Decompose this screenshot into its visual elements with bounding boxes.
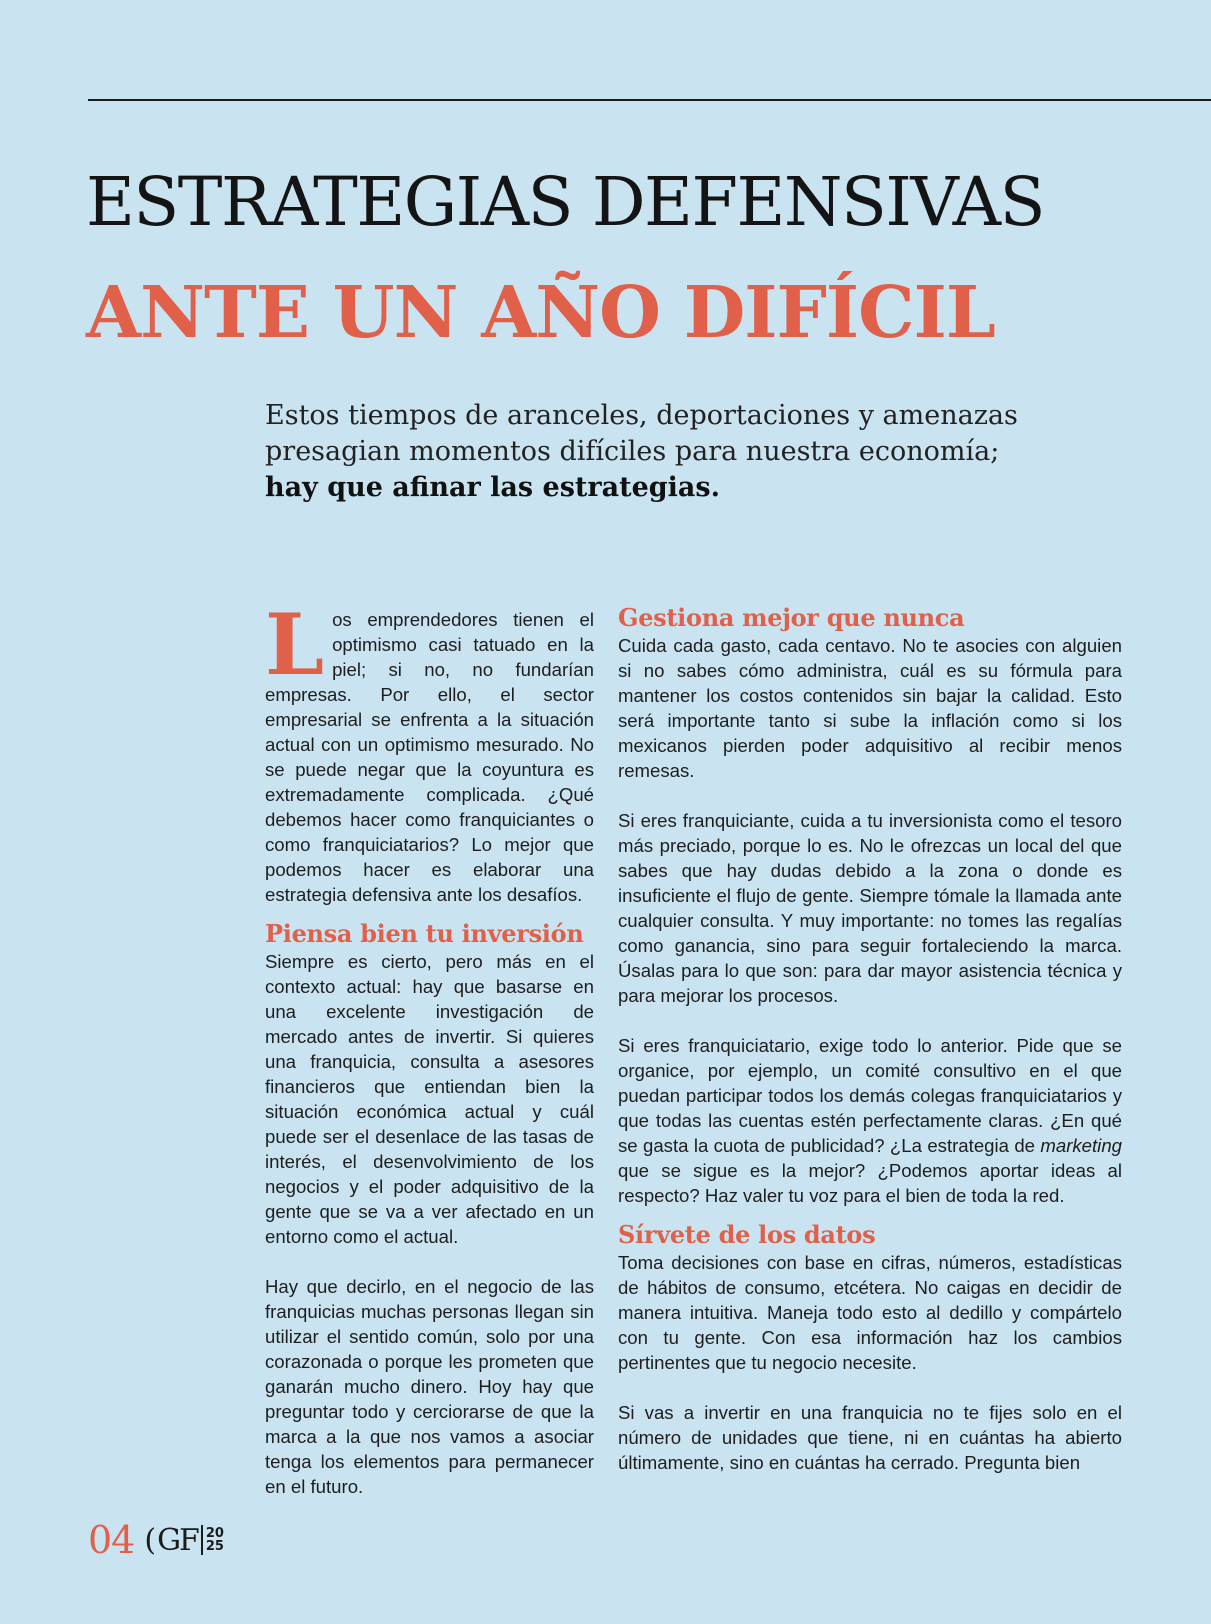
top-rule [88, 99, 1211, 101]
paragraph-invest: Siempre es cierto, pero más en el contexto actual: hay que basarse en una excelente investigación de mercado antes de invertir. Si quieres una franquicia, consulta a asesores financieros que entiendan bien la situación económica actual y cuál puede ser el desenlace de las tasas de interés, el desenvolvimiento de los negocios y el poder adquisitivo de la gente que se va a ver afectado en un entorno como el actual. [265, 951, 594, 1247]
headline-line-1: ESTRATEGIAS DEFENSIVAS [86, 163, 1044, 241]
logo-divider [201, 1525, 203, 1555]
logo-year-top: 20 [205, 1526, 224, 1541]
intro-text: Estos tiempos de aranceles, deportaciones y amenazas presagian momentos difíciles para nuestra economía; [265, 400, 1018, 467]
paragraph-closing: Si vas a invertir en una franquicia no te fijes solo en el número de unidades que tiene, ni en cuántas ha abierto últimamente, sino en cuántas ha cerrado. Pregunta bien [618, 1402, 1122, 1473]
drop-cap: L [265, 595, 325, 694]
intro-deck [265, 398, 1085, 506]
section-heading-data: Sírvete de los datos [618, 1220, 876, 1249]
right-column [618, 603, 1122, 1475]
page-number: 04 [88, 1518, 135, 1562]
left-column [265, 595, 594, 1499]
paragraph-franchisee [618, 1033, 1122, 1208]
marketing-italic: marketing [1040, 1135, 1122, 1156]
headline-line-2: ANTE UN AÑO DIFÍCIL [86, 270, 995, 354]
opening-paragraph [265, 595, 594, 907]
paragraph-franchisee-a: Si eres franquiciatario, exige todo lo anterior. Pide que se organice, por ejemplo, un comité consultivo en el que puedan participar todos los demás colegas franquiciatarios y que todas las cuentas estén perfectamente claras. ¿En qué se gasta la cuota de publicidad? ¿La estrategia de [618, 1035, 1122, 1156]
section-heading-manage: Gestiona mejor que nunca [618, 603, 965, 632]
intro-bold: hay que afinar las estrategias. [265, 472, 720, 503]
section-heading-invest: Piensa bien tu inversión [265, 919, 584, 948]
logo-year-bottom: 25 [205, 1539, 224, 1554]
logo-bracket: ( [144, 1522, 157, 1558]
opening-paragraph-text: os emprendedores tienen el optimismo casi tatuado en la piel; si no, no fundarían empresas. Por ello, el sector empresarial se enfrenta a la situación actual con un optimismo mesurado. No se puede negar que la coyuntura es extremadamente complicada. ¿Qué debemos hacer como franquiciantes o como franquiciatarios? Lo mejor que podemos hacer es elaborar una estrategia defensiva ante los desafíos. [265, 609, 594, 905]
logo-text: GF [157, 1522, 198, 1558]
paragraph-manage: Cuida cada gasto, cada centavo. No te asocies con alguien si no sabes cómo administra, cuál es su fórmula para mantener los costos contenidos sin bajar la calidad. Esto será importante tanto si sube la inflación como si los mexicanos pierden poder adquisitivo al recibir menos remesas. [618, 635, 1122, 781]
paragraph-common-sense: Hay que decirlo, en el negocio de las franquicias muchas personas llegan sin utilizar el sentido común, solo por una corazonada o porque les prometen que ganarán mucho dinero. Hoy hay que preguntar todo y cerciorarse de que la marca a la que nos vamos a asociar tenga los elementos para permanecer en el futuro. [265, 1276, 594, 1497]
logo-year [206, 1527, 224, 1553]
paragraph-franchisor: Si eres franquiciante, cuida a tu inversionista como el tesoro más preciado, porque lo es. No le ofrezcas un local del que sabes que hay dudas debido a la zona o donde es insuficiente el flujo de gente. Siempre tómale la llamada ante cualquier consulta. Y muy importante: no tomes las regalías como ganancia, sino para seguir fortaleciendo la marca. Úsalas para lo que son: para dar mayor asistencia técnica y para mejorar los procesos. [618, 810, 1122, 1006]
paragraph-data: Toma decisiones con base en cifras, números, estadísticas de hábitos de consumo, etcétera. No caigas en decidir de manera intuitiva. Maneja todo esto al dedillo y compártelo con tu gente. Con esa información haz los cambios pertinentes que tu negocio necesite. [618, 1252, 1122, 1373]
magazine-logo [144, 1523, 224, 1558]
page-footer [88, 1518, 224, 1562]
paragraph-franchisee-b: que se sigue es la mejor? ¿Podemos aportar ideas al respecto? Haz valer tu voz para el bien de toda la red. [618, 1160, 1122, 1206]
